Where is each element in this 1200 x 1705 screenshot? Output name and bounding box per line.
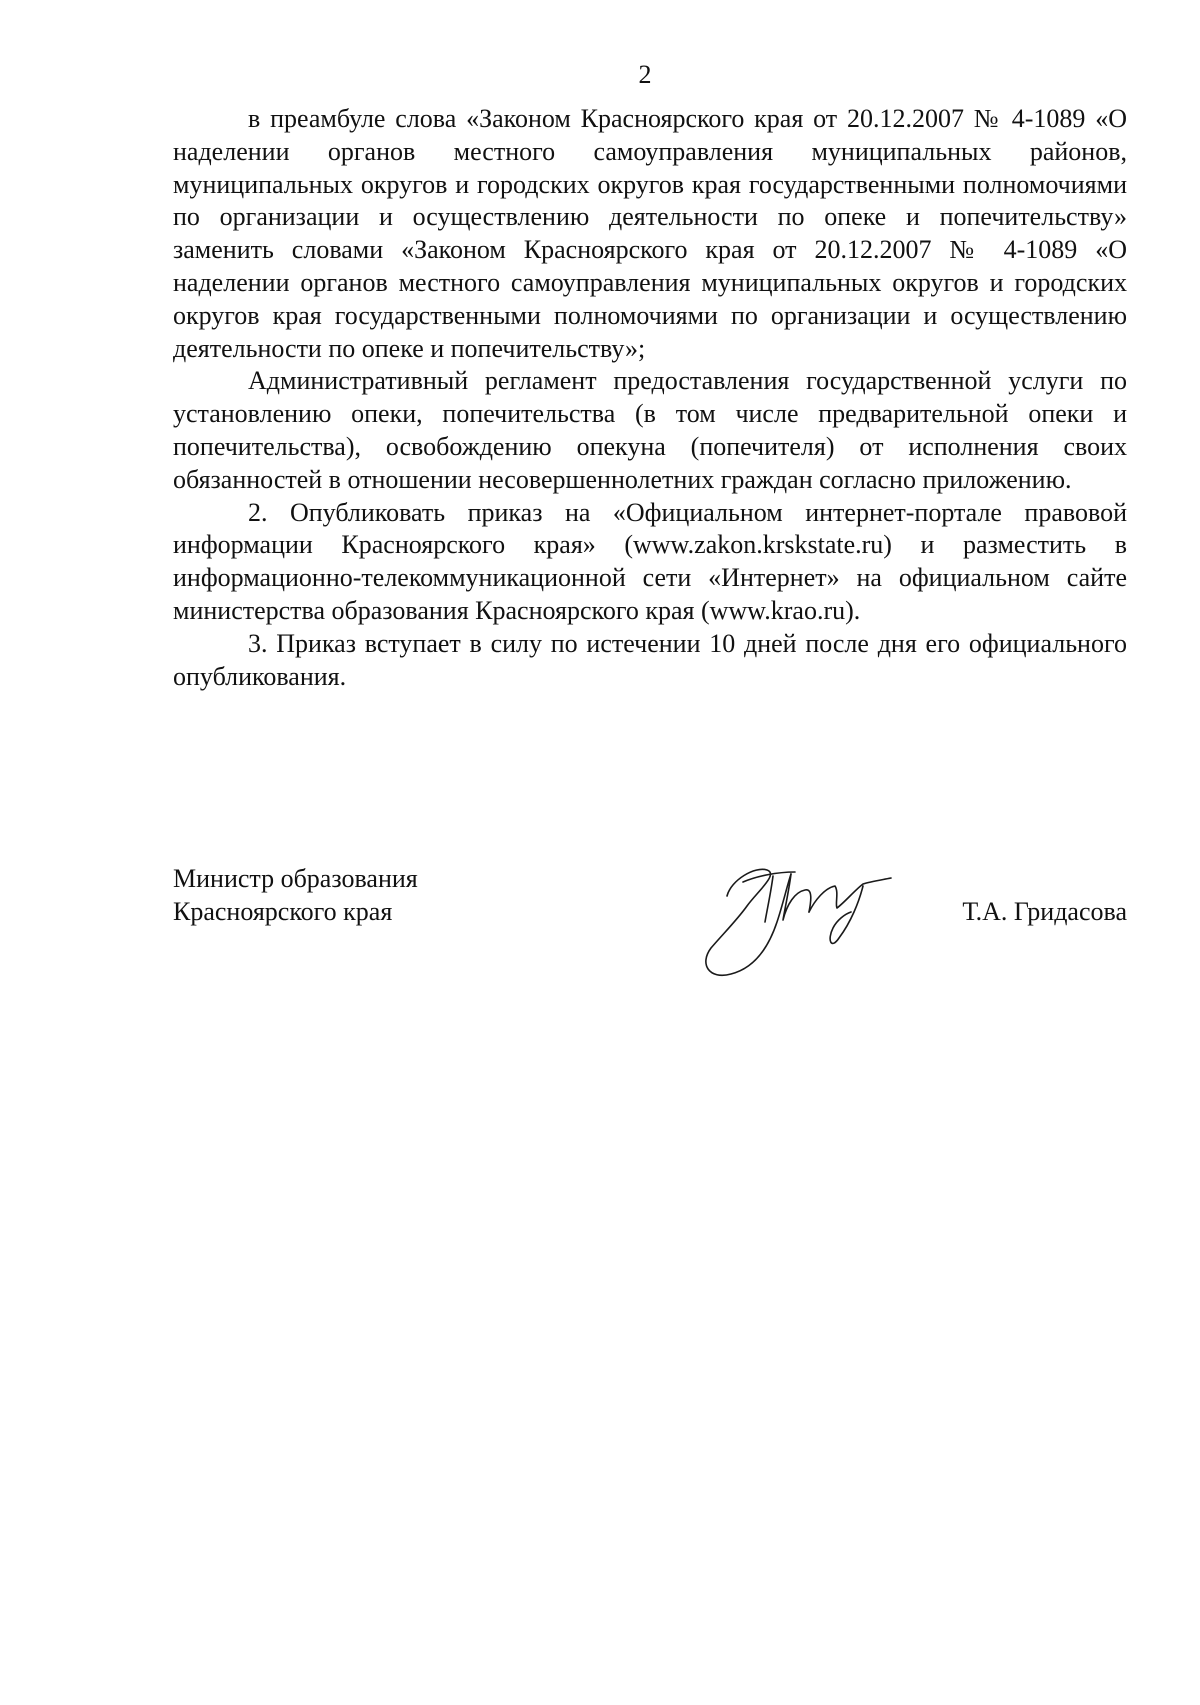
paragraph-preamble-amendment: в преамбуле слова «Законом Красноярского края от 20.12.2007 № 4-1089 «О наделении органов местного самоуправления муниципальных районов, муниципальных округов и городских округов края государственными полномочиями по организации и осуществлению деятельности по опеке и попечительству» заменить словами «Законом Красноярского края от 20.12.2007 № 4-1089 «О наделении органов местного самоуправления муниципальных округов и городских округов края государственными полномочиями по организации и осуществлению деятельности по опеке и попечительству»; bbox=[173, 104, 1127, 363]
signatory-name: Т.А. Гридасова bbox=[962, 897, 1127, 926]
signatory-position-line1: Министр образования bbox=[173, 864, 418, 893]
signatory-position bbox=[173, 862, 418, 928]
document-body bbox=[173, 103, 1127, 693]
paragraph-regulation: Административный регламент предоставления государственной услуги по установлению опеки, попечительства (в том числе предварительной опеки и попечительства), освобождению опекуна (попечителя) от исполнения своих обязанностей в отношении несовершеннолетних граждан согласно приложению. bbox=[173, 366, 1127, 494]
signatory-position-line2: Красноярского края bbox=[173, 897, 393, 926]
paragraph-effective-date: 3. Приказ вступает в силу по истечении 10 дней после дня его официального опубликования. bbox=[173, 628, 1127, 691]
paragraph-publication: 2. Опубликовать приказ на «Официальном интернет-портале правовой информации Красноярского края» (www.zakon.krskstate.ru) и разместить в информационно-телекоммуникационной сети «Интернет» на официальном сайте министерства образования Красноярского края (www.krao.ru). bbox=[173, 497, 1127, 625]
page-number: 2 bbox=[638, 60, 652, 89]
handwritten-signature bbox=[695, 862, 895, 980]
